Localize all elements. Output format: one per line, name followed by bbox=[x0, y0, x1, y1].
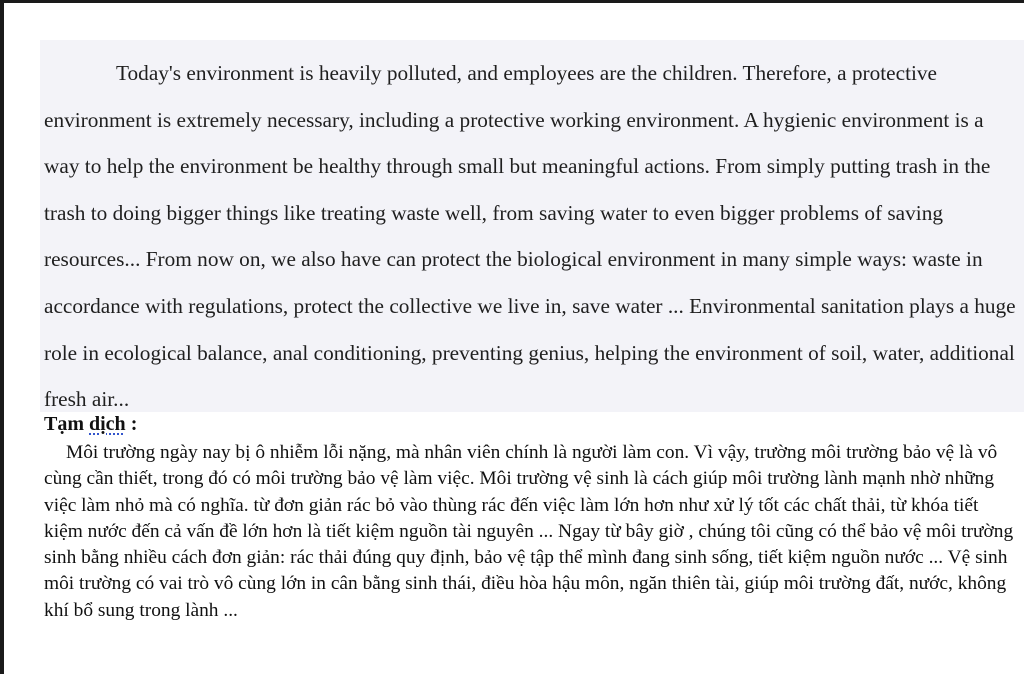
translation-heading bbox=[44, 411, 137, 437]
translation-heading-colon: : bbox=[130, 413, 138, 435]
left-border bbox=[0, 0, 4, 674]
english-paragraph: Today's environment is heavily polluted, and employees are the children. Therefore, a protective environment is extremely necessary, including a protective working environment. A hygienic environment is a way to help the environment be healthy through small but meaningful actions. From simply putting trash in the trash to doing bigger things like treating waste well, from saving water to even bigger problems of saving resources... From now on, we also have can protect the biological environment in many simple ways: waste in accordance with regulations, protect the collective we live in, save water ... Environmental sanitation plays a huge role in ecological balance, anal conditioning, preventing genius, helping the environment of soil, water, additional fresh air... bbox=[44, 61, 1016, 412]
translation-heading-word1: Tạm bbox=[44, 413, 84, 435]
top-border bbox=[0, 0, 1024, 3]
vietnamese-paragraph: Môi trường ngày nay bị ô nhiễm lỗi nặng, mà nhân viên chính là người làm con. Vì vậy, trường môi trường bảo vệ là vô cùng cần thiết, trong đó có môi trường bảo vệ làm việc. Môi trường vệ sinh là cách giúp môi trường lành mạnh nhờ những việc làm nhỏ mà có nghĩa. từ đơn giản rác bỏ vào thùng rác đến việc làm lớn hơn như xử lý tốt các chất thải, từ khóa tiết kiệm nước đến cả vấn đề lớn hơn là tiết kiệm nguồn tài nguyên ... Ngay từ bây giờ , chúng tôi cũng có thể bảo vệ môi trường sinh bằng nhiều cách đơn giản: rác thải đúng quy định, bảo vệ tập thể mình đang sinh sống, tiết kiệm nguồn nước ... Vệ sinh môi trường có vai trò vô cùng lớn in cân bằng sinh thái, điều hòa hậu môn, ngăn thiên tài, giúp môi trường đất, nước, không khí bổ sung trong lành ... bbox=[44, 442, 1014, 621]
translation-heading-word2: dịch bbox=[89, 413, 126, 435]
